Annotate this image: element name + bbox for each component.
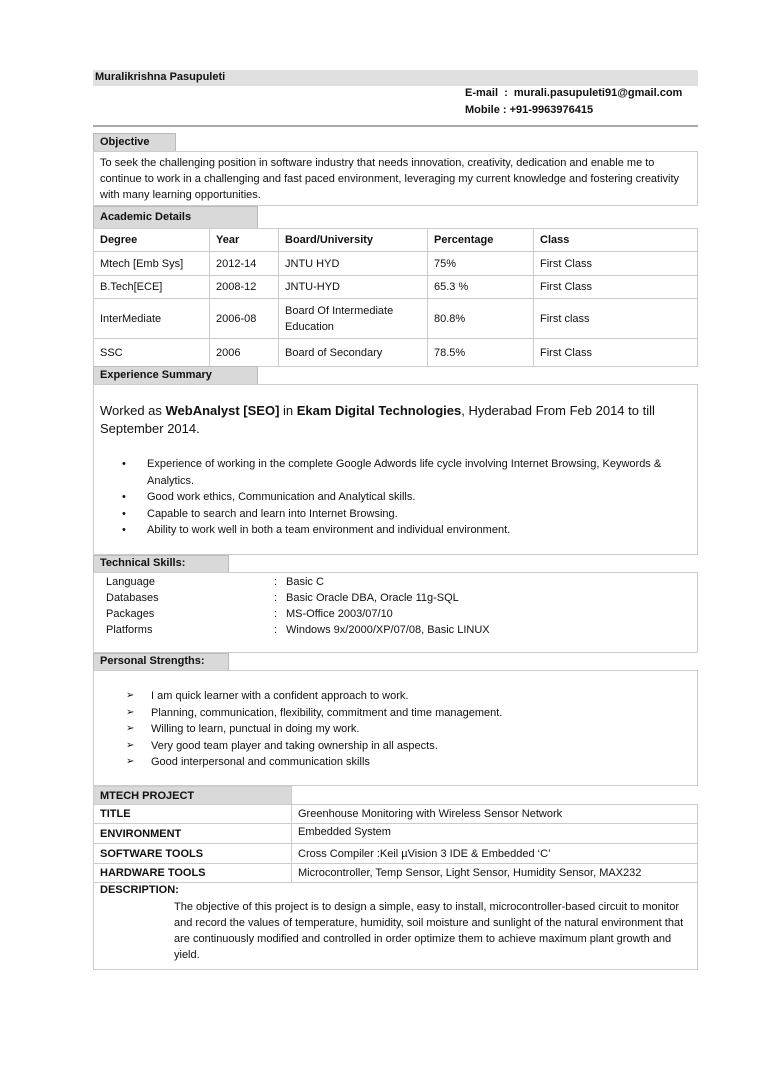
skill-label: Packages <box>106 608 155 620</box>
skills-header: Technical Skills: <box>93 555 229 573</box>
mobile: Mobile : +91-9963976415 <box>465 104 594 116</box>
academic-header: Academic Details <box>93 206 258 229</box>
table-row <box>94 252 698 276</box>
row-label: TITLE <box>94 805 292 824</box>
skill-row: Language : Basic C <box>94 574 697 590</box>
cell: 2006 <box>210 339 279 367</box>
experience-box <box>93 384 698 555</box>
cell: 2006-08 <box>210 299 279 339</box>
objective-text: To seek the challenging position in software industry that needs innovation, creativity, dedication and enable me to continue to work in a challenging and fast paced environment, leveraging my current knowledge and fostering creativity with many learning opportunities. <box>100 157 680 201</box>
skill-label: Language <box>106 576 155 588</box>
row-label: ENVIRONMENT <box>94 824 292 844</box>
experience-list <box>94 456 697 539</box>
table-header-row <box>94 229 698 252</box>
project-table <box>93 786 698 970</box>
list-item: ➢ Very good team player and taking ownership in all aspects. <box>98 738 697 755</box>
skill-value: Windows 9x/2000/XP/07/08, Basic LINUX <box>286 624 490 636</box>
objective-box <box>93 151 698 206</box>
skill-row: Platforms : Windows 9x/2000/XP/07/08, Basic LINUX <box>94 622 697 638</box>
cell: First Class <box>534 252 698 276</box>
skill-value: Basic C <box>286 576 324 588</box>
company: Ekam Digital Technologies <box>296 403 462 418</box>
cell: InterMediate <box>94 299 210 339</box>
cell: Mtech [Emb Sys] <box>94 252 210 276</box>
row-value: Microcontroller, Temp Sensor, Light Sensor, Humidity Sensor, MAX232 <box>292 864 698 883</box>
project-header: MTECH PROJECT <box>94 787 292 805</box>
cell: JNTU-HYD <box>279 276 428 299</box>
email: E-mail : murali.pasupuleti91@gmail.com <box>465 87 683 99</box>
cell: 78.5% <box>428 339 534 367</box>
col-header: Percentage <box>428 229 534 252</box>
intro-text: , Hyderabad From Feb 2014 to till September 2014. <box>100 403 655 436</box>
skill-value: MS-Office 2003/07/10 <box>286 608 393 620</box>
col-header: Degree <box>94 229 210 252</box>
cell: 65.3 % <box>428 276 534 299</box>
intro-text: Worked as <box>100 403 166 418</box>
col-header: Year <box>210 229 279 252</box>
list-item: • Ability to work well in both a team environment and individual environment. <box>94 522 691 539</box>
col-header: Class <box>534 229 698 252</box>
list-item: • Experience of working in the complete Google Adwords life cycle involving Internet Browsing, Keywords & Analytics. <box>94 456 691 489</box>
divider <box>93 125 698 127</box>
cell: Board Of Intermediate Education <box>279 299 428 339</box>
row-value: Embedded System <box>292 824 698 844</box>
table-row <box>94 299 698 339</box>
role: WebAnalyst [SEO] <box>165 403 280 418</box>
experience-intro <box>94 385 697 438</box>
strengths-list <box>94 688 697 771</box>
cell: 80.8% <box>428 299 534 339</box>
row-value: Cross Compiler :Keil µVision 3 IDE & Embedded ‘C’ <box>292 844 698 864</box>
skill-row: Packages : MS-Office 2003/07/10 <box>94 606 697 622</box>
list-item: ➢ Willing to learn, punctual in doing my work. <box>98 721 697 738</box>
candidate-name: Muralikrishna Pasupuleti <box>93 70 698 86</box>
cell: First Class <box>534 276 698 299</box>
strengths-box <box>93 670 698 786</box>
col-header: Board/University <box>279 229 428 252</box>
skill-row: Databases : Basic Oracle DBA, Oracle 11g-SQL <box>94 590 697 606</box>
row-label: HARDWARE TOOLS <box>94 864 292 883</box>
cell: Board of Secondary <box>279 339 428 367</box>
skill-label: Platforms <box>106 624 153 636</box>
table-row <box>94 844 698 864</box>
table-row <box>94 824 698 844</box>
row-value: Greenhouse Monitoring with Wireless Sensor Network <box>292 805 698 824</box>
cell: First Class <box>534 339 698 367</box>
list-item: ➢ I am quick learner with a confident approach to work. <box>98 688 697 705</box>
skills-box <box>93 572 698 653</box>
skill-label: Databases <box>106 592 159 604</box>
table-row <box>94 276 698 299</box>
list-item: ➢ Good interpersonal and communication skills <box>98 754 697 771</box>
skill-value: Basic Oracle DBA, Oracle 11g-SQL <box>286 592 459 604</box>
cell: 2012-14 <box>210 252 279 276</box>
cell: First class <box>534 299 698 339</box>
table-row <box>94 864 698 883</box>
strengths-header: Personal Strengths: <box>93 653 229 671</box>
list-item: • Good work ethics, Communication and Analytical skills. <box>94 489 691 506</box>
experience-header: Experience Summary <box>93 366 258 385</box>
table-row <box>94 339 698 367</box>
description-row <box>94 883 698 970</box>
cell: SSC <box>94 339 210 367</box>
list-item: • Capable to search and learn into Internet Browsing. <box>94 506 691 523</box>
cell: JNTU HYD <box>279 252 428 276</box>
list-item: ➢ Planning, communication, flexibility, commitment and time management. <box>98 705 697 722</box>
table-row <box>94 805 698 824</box>
cell: 75% <box>428 252 534 276</box>
cell <box>292 787 698 805</box>
cell: B.Tech[ECE] <box>94 276 210 299</box>
academic-table <box>93 228 698 367</box>
objective-header: Objective <box>93 133 176 152</box>
row-label: SOFTWARE TOOLS <box>94 844 292 864</box>
intro-text: in <box>279 403 297 418</box>
description-label: DESCRIPTION: <box>100 884 179 896</box>
description-text: The objective of this project is to design a simple, easy to install, microcontroller-based circuit to monitor and record the values of temperature, humidity, soil moisture and sunlight of the natural environment that are continuously modified and controlled in order optimize them to achieve maximum plant growth and yield. <box>174 901 684 961</box>
cell: 2008-12 <box>210 276 279 299</box>
